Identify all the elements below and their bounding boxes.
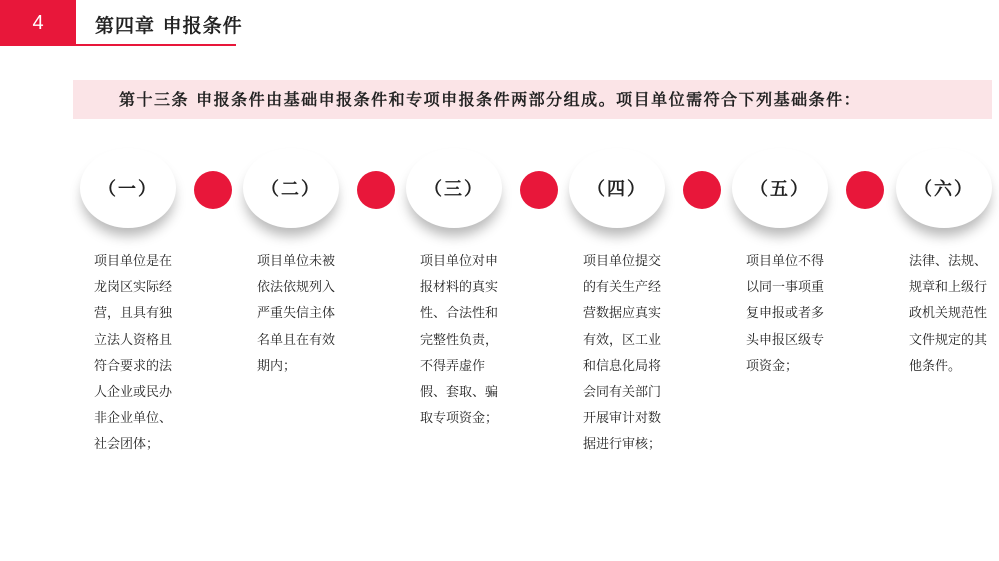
condition-label-4: （四） (587, 179, 647, 200)
condition-circle-3 (406, 148, 502, 228)
condition-label-2: （二） (261, 179, 321, 200)
condition-text-4: 项目单位提交的有关生产经营数据应真实有效，区工业和信息化局将会同有关部门开展审计对数据进行审核； (583, 254, 662, 453)
condition-text-6: 法律、法规、规章和上级行政机关规范性文件规定的其他条件。 (909, 254, 988, 374)
connector-dot-3 (520, 171, 558, 209)
connector-dot-4 (683, 171, 721, 209)
condition-label-5: （五） (750, 179, 810, 200)
chapter-title: 第四章 申报条件 (95, 15, 243, 37)
page-number: 4 (32, 11, 44, 34)
condition-text-5: 项目单位不得以同一事项重复申报或者多头申报区级专项资金； (746, 254, 825, 374)
connector-dot-2 (357, 171, 395, 209)
condition-circle-4 (569, 148, 665, 228)
condition-circle-5 (732, 148, 828, 228)
intro-banner (73, 80, 992, 119)
condition-label-1: （一） (98, 179, 158, 200)
connector-dot-1 (194, 171, 232, 209)
condition-circle-6 (896, 148, 992, 228)
condition-circle-2 (243, 148, 339, 228)
condition-text-3: 项目单位对申报材料的真实性、合法性和完整性负责，不得弄虚作假、套取、骗取专项资金； (420, 254, 499, 427)
condition-circle-1 (80, 148, 176, 228)
intro-text: 第十三条 申报条件由基础申报条件和专项申报条件两部分组成。项目单位需符合下列基础条件： (119, 90, 862, 109)
page-number-badge (0, 0, 76, 46)
condition-text-1: 项目单位是在龙岗区实际经营，且具有独立法人资格且符合要求的法人企业或民办非企业单位、社会团体； (94, 254, 173, 453)
condition-label-6: （六） (914, 179, 974, 200)
title-underline (76, 44, 236, 46)
condition-text-2: 项目单位未被依法依规列入严重失信主体名单且在有效期内； (257, 254, 336, 374)
condition-label-3: （三） (424, 179, 484, 200)
connector-dot-5 (846, 171, 884, 209)
